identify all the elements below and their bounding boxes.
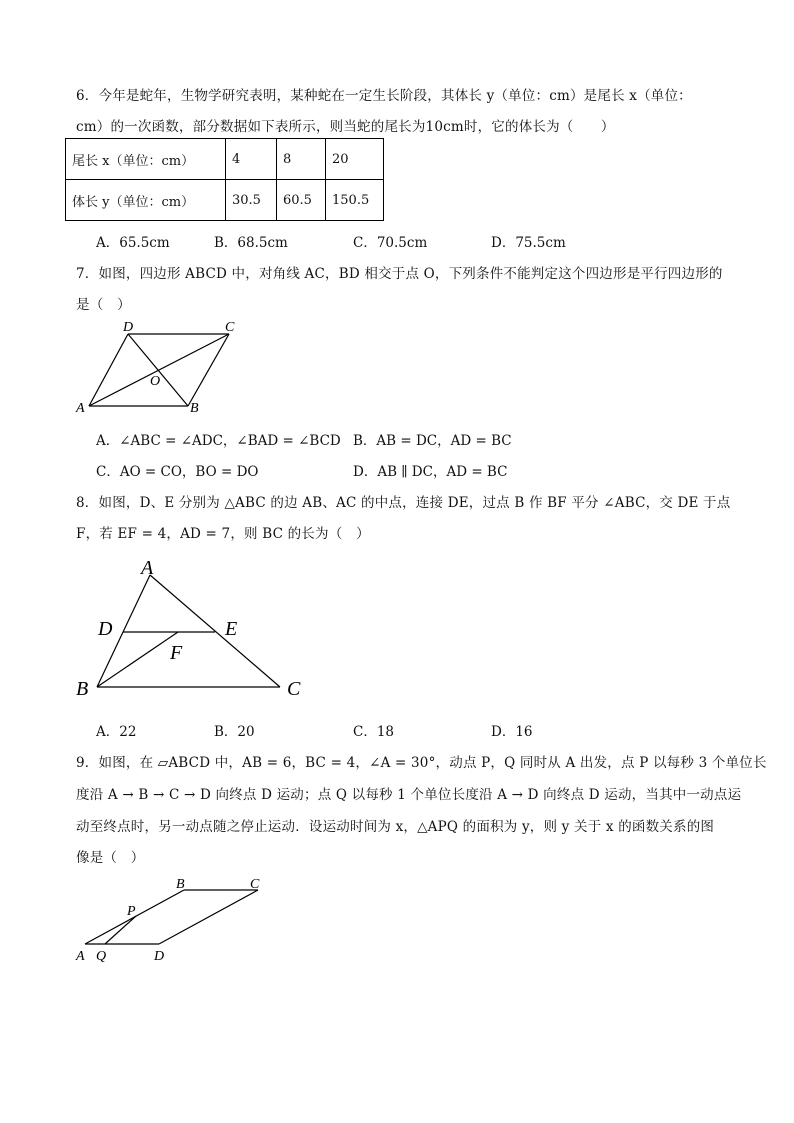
- q8-option-d[interactable]: D．16: [491, 724, 533, 740]
- segment-cd: [159, 890, 258, 944]
- segment-bf: [97, 632, 178, 687]
- q9-stem-line4: 像是（ ）: [76, 850, 145, 866]
- table-cell: 20: [326, 139, 384, 180]
- q9-parallelogram-figure: [70, 872, 280, 967]
- q6-data-table: [65, 138, 384, 221]
- label-q: Q: [96, 949, 107, 964]
- q6-option-b[interactable]: B．68.5cm: [214, 235, 288, 251]
- segment-ac: [150, 575, 280, 687]
- q6-stem-line2: cm）的一次函数，部分数据如下表所示，则当蛇的尾长为10cm时，它的体长为（ ）: [76, 119, 615, 135]
- table-row-label: 体长 y（单位：cm）: [66, 180, 226, 221]
- q7-option-c[interactable]: C．AO = CO，BO = DO: [96, 464, 259, 480]
- table-row: [66, 139, 384, 180]
- label-b: B: [190, 401, 199, 416]
- label-d: D: [154, 949, 165, 964]
- label-c: C: [225, 320, 235, 335]
- table-row: [66, 180, 384, 221]
- label-b: B: [76, 678, 89, 700]
- table-cell: 30.5: [226, 180, 277, 221]
- q7-option-b[interactable]: B．AB = DC，AD = BC: [353, 433, 512, 449]
- q8-stem-line1: 8．如图，D、E 分别为 △ABC 的边 AB、AC 的中点，连接 DE，过点 B 作 BF 平分 ∠ABC，交 DE 于点: [76, 495, 731, 511]
- q6-option-c[interactable]: C．70.5cm: [353, 235, 428, 251]
- label-a: A: [141, 557, 154, 579]
- diagonal-bd: [128, 334, 188, 406]
- q6-stem-line1: 6．今年是蛇年，生物学研究表明，某种蛇在一定生长阶段，其体长 y（单位：cm）是尾长 x（单位：: [76, 88, 692, 104]
- label-f: F: [170, 642, 183, 664]
- q6-option-d[interactable]: D．75.5cm: [491, 235, 566, 251]
- q9-stem-line2: 度沿 A → B → C → D 向终点 D 运动；点 Q 以每秒 1 个单位长度沿 A → D 向终点 D 运动，当其中一动点运: [76, 787, 742, 803]
- label-o: O: [150, 374, 161, 389]
- label-a: A: [76, 949, 85, 964]
- label-b: B: [176, 877, 185, 892]
- q7-option-d[interactable]: D．AB ∥ DC，AD = BC: [353, 464, 508, 480]
- q9-stem-line3: 动至终点时，另一动点随之停止运动．设运动时间为 x，△APQ 的面积为 y，则 y 关于 x 的函数关系的图: [76, 819, 715, 835]
- q6-option-a[interactable]: A．65.5cm: [96, 235, 170, 251]
- q7-parallelogram-figure: [70, 316, 250, 418]
- table-row-label: 尾长 x（单位：cm）: [66, 139, 226, 180]
- q8-option-a[interactable]: A．22: [96, 724, 137, 740]
- label-d: D: [123, 320, 134, 335]
- label-d: D: [98, 618, 113, 640]
- label-p: P: [127, 904, 136, 919]
- q7-stem-line2: 是（ ）: [76, 297, 131, 313]
- q8-option-c[interactable]: C．18: [353, 724, 395, 740]
- q7-option-a[interactable]: A．∠ABC = ∠ADC，∠BAD = ∠BCD: [96, 433, 341, 449]
- label-c: C: [287, 678, 301, 700]
- label-a: A: [76, 401, 85, 416]
- segment-da: [89, 334, 128, 406]
- q8-stem-line2: F，若 EF = 4，AD = 7，则 BC 的长为（ ）: [76, 526, 370, 542]
- q8-option-b[interactable]: B．20: [214, 724, 255, 740]
- q7-stem-line1: 7．如图，四边形 ABCD 中，对角线 AC，BD 相交于点 O，下列条件不能判定这个四边形是平行四边形的: [76, 266, 723, 282]
- table-cell: 8: [277, 139, 326, 180]
- label-c: C: [250, 877, 260, 892]
- table-cell: 60.5: [277, 180, 326, 221]
- table-cell: 150.5: [326, 180, 384, 221]
- label-e: E: [225, 618, 238, 640]
- table-cell: 4: [226, 139, 277, 180]
- q8-triangle-figure: [70, 552, 320, 702]
- q9-stem-line1: 9．如图，在 ▱ABCD 中，AB = 6，BC = 4，∠A = 30°，动点 P，Q 同时从 A 出发，点 P 以每秒 3 个单位长: [76, 755, 767, 771]
